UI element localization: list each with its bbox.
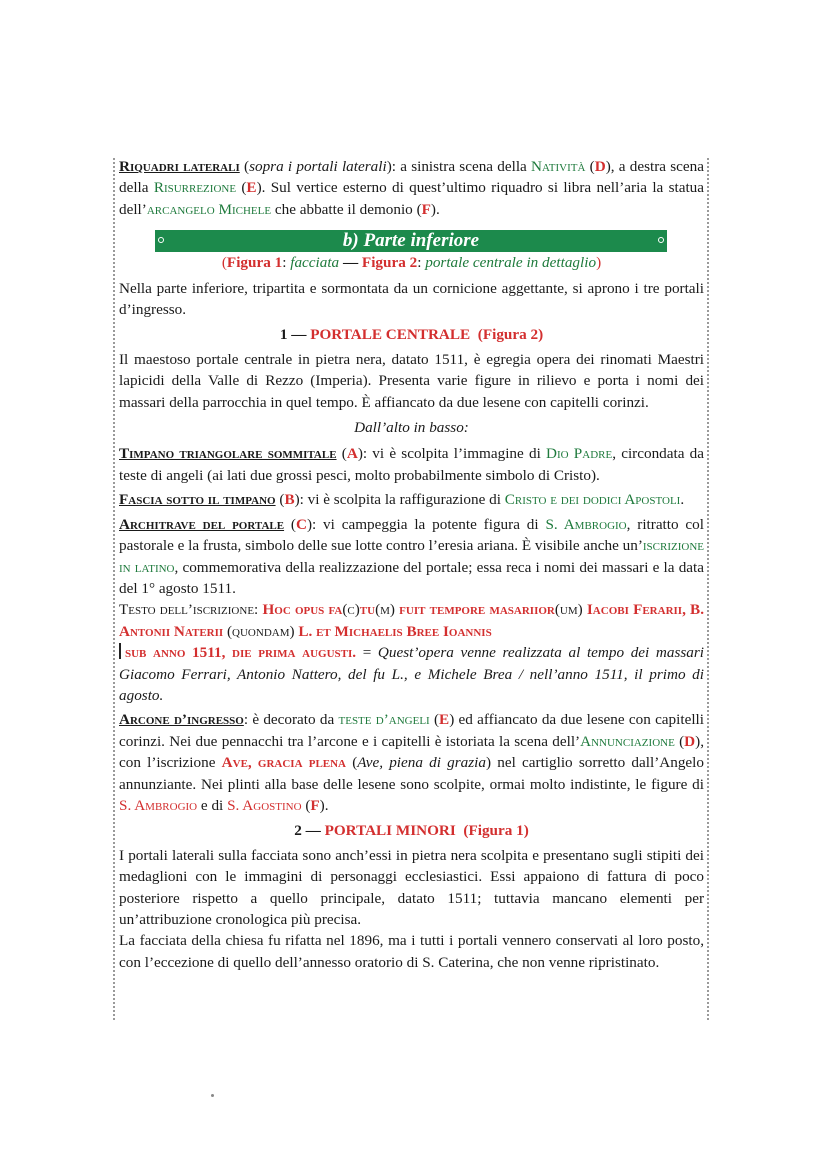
intro-paragraph: Nella parte inferiore, tripartita e sormontata da un cornicione aggettante, si aprono i tre portali d’ingresso. [119, 279, 704, 319]
fascia-paragraph: Fascia sotto il timpano (B): vi è scolpita la raffigurazione di Cristo e dei dodici Apostoli. [119, 491, 685, 509]
document-body [119, 156, 704, 976]
heading-portale-centrale: 1 — PORTALE CENTRALE (Figura 2) [279, 326, 544, 344]
banner-title: b) Parte inferiore [342, 230, 480, 252]
portali-minori-paragraph-2: La facciata della chiesa fu rifatta nel 1896, ma i tutti i portali vennero conservati al loro posto, con l’eccezione di quello dell’annesso oratorio di S. Caterina, che non venne ripristinato. [119, 932, 704, 971]
arcone-paragraph: Arcone d’ingresso: è decorato da teste d’angeli (E) ed affiancato da due lesene con capitelli corinzi. Nei due pennacchi tra l’arcone e i capitelli è istoriata la scena dell’Annunciazione (D), con l’iscrizione Ave, gracia plena (Ave, piena di grazia) nel cartiglio sorretto dall’Angelo annunziante. Nei plinti alla base delle lesene sono scolpite, ormai molto indistinte, le figure di S. Ambrogio e di S. Agostino (F). [119, 711, 704, 814]
scan-speck [211, 1094, 214, 1097]
riquadri-paragraph: Riquadri laterali (sopra i portali laterali): a sinistra scena della Natività (D), a destra scena della Risurrezione (E). Sul vertice esterno di quest’ultimo riquadro si libra nell’aria la statua dell’arcangelo Michele che abbatte il demonio (F). [119, 158, 705, 218]
line-divider-mark [119, 643, 121, 659]
section-banner [155, 230, 667, 252]
banner-dot-left [158, 237, 164, 243]
timpano-paragraph: Timpano triangolare sommitale (A): vi è scolpita l’immagine di Dio Padre, circondata da teste di angeli (ai lati due grossi pesci, molto probabilmente simbolo di Cristo). [119, 445, 705, 484]
portale-centrale-paragraph: Il maestoso portale centrale in pietra nera, datato 1511, è egregia opera dei rinomati Maestri lapicidi della Valle di Rezzo (Imperia). Presenta varie figure in rilievo e porta i nomi dei massari della parrocchia in quel tempo. È affiancato da due lesene con capitelli corinzi. [119, 350, 704, 411]
left-dotted-border [113, 158, 115, 1020]
dall-alto-label: Dall’alto in basso: [354, 419, 469, 437]
figure-caption: (Figura 1: facciata — Figura 2: portale centrale in dettaglio) [221, 254, 602, 272]
inscription-paragraph: Testo dell’iscrizione: Hoc opus fa(c)tu(m) fuit tempore masariior(um) Iacobi Ferarii, B. Antonii Naterii (quondam) L. et Michaelis Bree Ioannis sub anno 1511, die prima augusti. = Quest’opera venne realizzata al tempo dei massari Giacomo Ferrari, Antonio Nattero, del fu L., e Michele Brea / nell’anno 1511, il primo di agosto. [119, 601, 704, 704]
right-dotted-border [707, 158, 709, 1020]
architrave-paragraph: Architrave del portale (C): vi campeggia la potente figura di S. Ambrogio, ritratto col pastorale e la frusta, simbolo delle sue lotte contro l’eresia ariana. È visibile anche un’iscrizione in latino, commemorativa della realizzazione del portale; essa reca i nomi dei massari e la data del 1° agosto 1511. [119, 515, 704, 597]
banner-dot-right [658, 237, 664, 243]
portali-minori-paragraph-1: I portali laterali sulla facciata sono anch’essi in pietra nera scolpita e presentano sugli stipiti dei medaglioni con le immagini di personaggi ecclesiastici. Essi appaiono di fattura di poco posteriore rispetto a quello principale, datato 1511; tuttavia mancano elementi per un’attribuzione cronologica più precisa. [119, 846, 704, 928]
heading-portali-minori: 2 — PORTALI MINORI (Figura 1) [294, 822, 529, 840]
